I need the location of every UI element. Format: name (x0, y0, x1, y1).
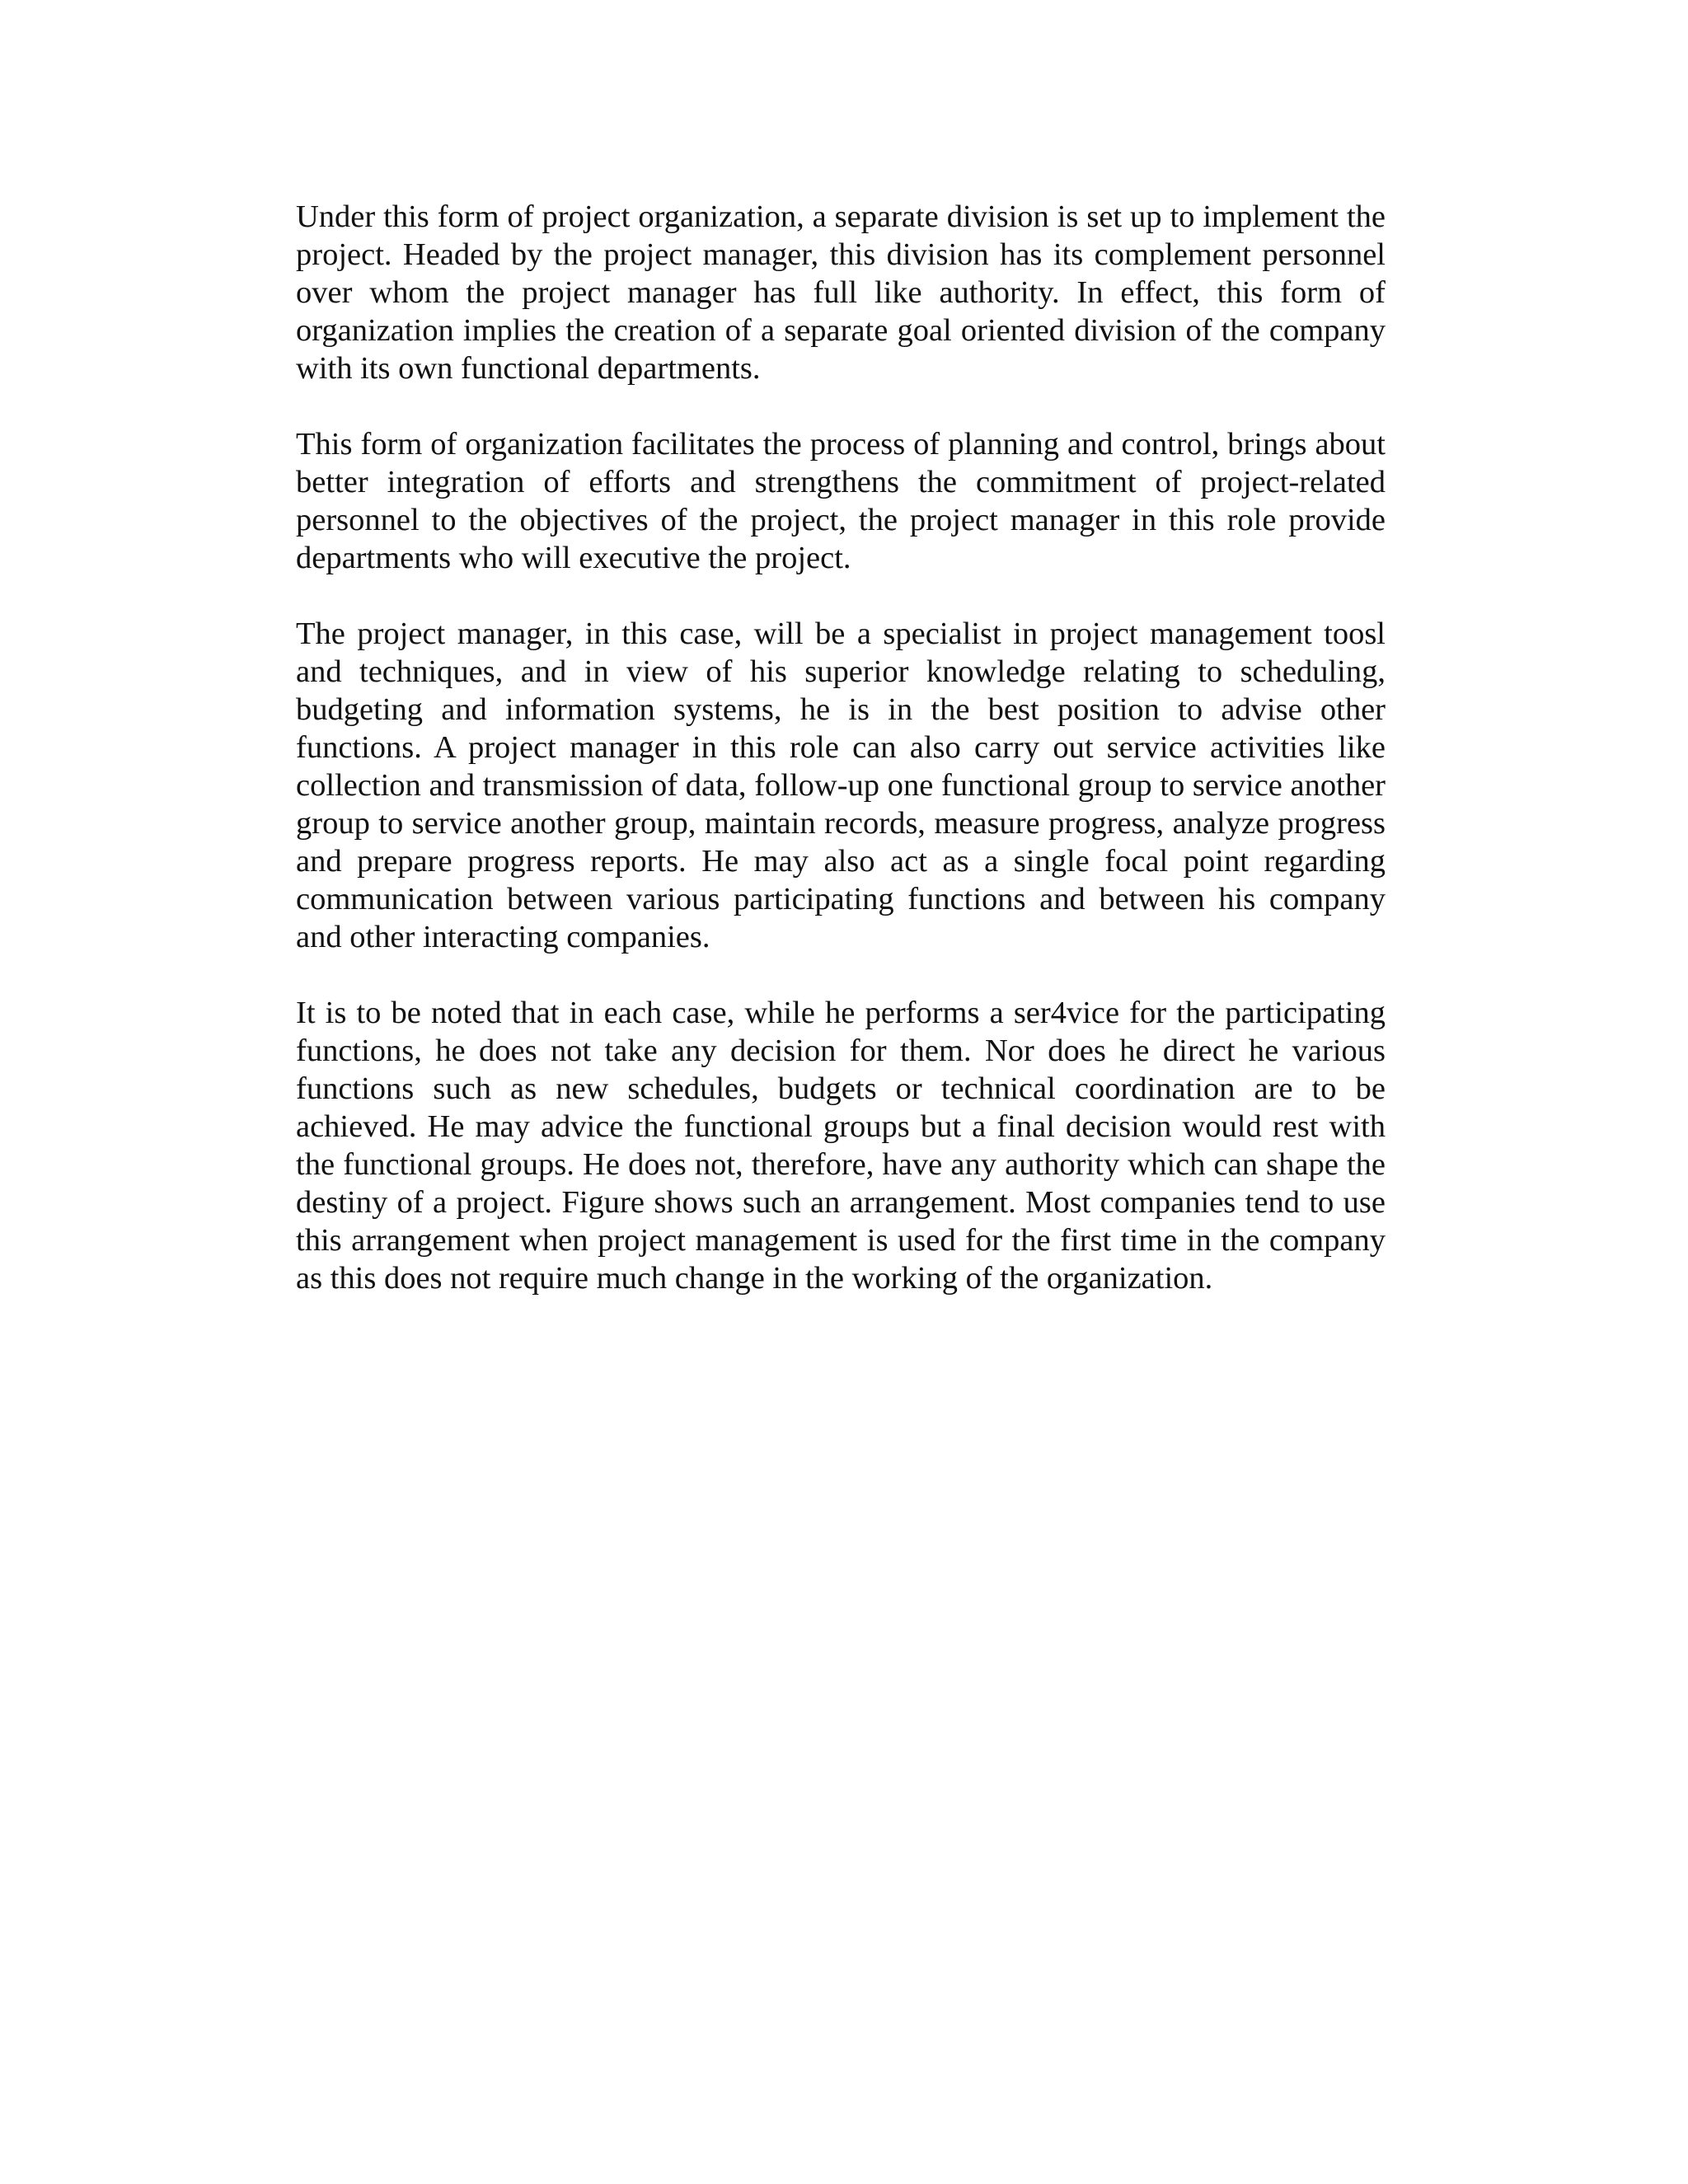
paragraph-1: Under this form of project organization, a separate division is set up to implement the project. Headed by the project manager, this division has its complement personnel over whom the project manager has full like authority. In effect, this form of organization implies the creation of a separate goal oriented division of the company with its own functional departments. (296, 199, 1386, 386)
paragraph-4: It is to be noted that in each case, while he performs a ser4vice for the participating functions, he does not take any decision for them. Nor does he direct he various functions such as new schedules, budgets or technical coordination are to be achieved. He may advice the functional groups but a final decision would rest with the functional groups. He does not, therefore, have any authority which can shape the destiny of a project. Figure shows such an arrangement. Most companies tend to use this arrangement when project management is used for the first time in the company as this does not require much change in the working of the organization. (296, 996, 1386, 1296)
paragraph-3: The project manager, in this case, will be a specialist in project management toosl and techniques, and in view of his superior knowledge relating to scheduling, budgeting and information systems, he is in the best position to advise other functions. A project manager in this role can also carry out service activities like collection and transmission of data, follow-up one functional group to service another group to service another group, maintain records, measure progress, analyze progress and prepare progress reports. He may also act as a single focal point regarding communication between various participating functions and between his company and other interacting companies. (296, 616, 1386, 954)
body-text (296, 198, 1386, 1335)
paragraph-2: This form of organization facilitates the process of planning and control, brings about better integration of efforts and strengthens the commitment of project-related personnel to the objectives of the project, the project manager in this role provide departments who will executive the project. (296, 427, 1386, 575)
